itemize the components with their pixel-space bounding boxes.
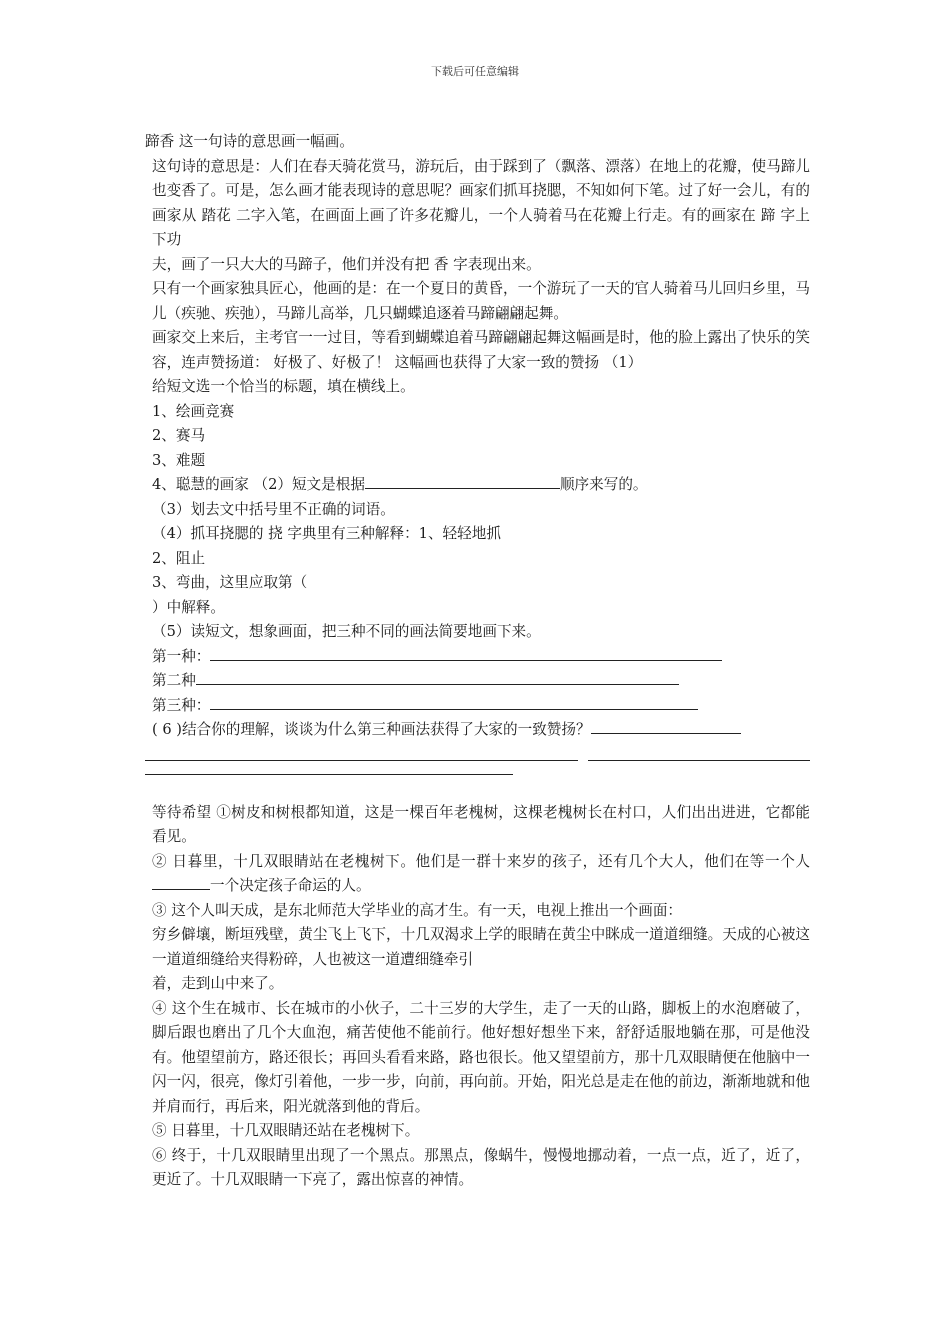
answer-lines [145, 767, 810, 791]
method-2-label: 第二种 [152, 672, 196, 689]
question-2 [145, 473, 810, 498]
paragraph: ⑥ 终于，十几双眼睛里出现了一个黑点。那黑点，像蜗牛，慢慢地挪动着，一点一点，近了，近了，更近了。十几双眼睛一下亮了，露出惊喜的神情。 [152, 1146, 810, 1188]
option-3: 3、难题 [152, 451, 206, 469]
answer-blank[interactable] [196, 669, 679, 685]
question-4-option-3: 3、弯曲，这里应取第（ [152, 574, 308, 591]
answer-blank[interactable] [365, 473, 560, 489]
answer-blank[interactable] [588, 745, 810, 761]
paragraph: ③ 这个人叫天成，是东北师范大学毕业的高才生。有一天，电视上推出一个画面： [152, 901, 683, 919]
paragraph: 画家交上来后，主考官一一过目，等看到蝴蝶追着马蹄翩翩起舞这幅画是时，他的脸上露出了快乐的笑容，连声赞扬道： 好极了、好极了！ 这幅画也获得了大家一致的赞扬 （1） [152, 329, 810, 371]
question-4: （4）抓耳挠腮的 挠 字典里有三种解释：1、轻轻地抓 [152, 525, 501, 542]
paragraph: 只有一个画家独具匠心，他画的是：在一个夏日的黄昏，一个游玩了一天的官人骑着马儿回归乡里，马儿（疾驰、疾弛），马蹄儿高举，几只蝴蝶追逐着马蹄翩翩起舞。 [152, 280, 810, 322]
question-2-prefix: 4、聪慧的画家 （2）短文是根据 [152, 476, 365, 493]
question-6 [145, 718, 810, 743]
question-title: 给短文选一个恰当的标题，填在横线上。 [152, 378, 415, 395]
paragraph: ⑤ 日暮里，十几双眼睛还站在老槐树下。 [152, 1122, 420, 1139]
method-1 [145, 645, 810, 670]
paragraph [145, 850, 810, 899]
method-3-label: 第三种： [152, 696, 211, 714]
answer-blank[interactable] [210, 694, 698, 710]
method-2 [145, 669, 810, 694]
paragraph: 等待希望 ①树皮和树根都知道，这是一棵百年老槐树，这棵老槐树长在村口，人们出出进进，它都能看见。 [152, 803, 810, 845]
option-2: 2、赛马 [152, 427, 206, 444]
answer-blank[interactable] [591, 718, 741, 734]
paragraph: 着，走到山中来了。 [152, 975, 284, 992]
paragraph-part: ② 日暮里，十几双眼睛站在老槐树下。他们是一群十来岁的孩子，还有几个大人，他们在等一个人 [152, 852, 810, 870]
method-1-label: 第一种： [152, 647, 211, 665]
answer-blank[interactable] [152, 874, 210, 890]
paragraph: 穷乡僻壤，断垣残壁，黄尘飞上飞下，十几双渴求上学的眼睛在黄尘中眯成一道道细缝。天成的心被这一道道细缝给夹得粉碎，人也被这一道遭细缝牵引 [152, 926, 810, 968]
paragraph: 蹄香 这一句诗的意思画一幅画。 [145, 133, 354, 150]
paragraph: 这句诗的意思是：人们在春天骑花赏马，游玩后，由于踩到了（飘落、漂落）在地上的花瓣，使马蹄儿也变香了。可是，怎么画才能表现诗的意思呢？画家们抓耳挠腮，不知如何下笔。过了好一会儿，有的画家从 踏花 二字入笔，在画面上画了许多花瓣儿，一个人骑着马在花瓣上行走。有的画家在 蹄 字上下功 [152, 157, 810, 248]
method-3 [145, 694, 810, 719]
question-4-option-2: 2、阻止 [152, 549, 206, 567]
option-1: 1、绘画竞赛 [152, 402, 235, 420]
question-2-suffix: 顺序来写的。 [559, 476, 648, 493]
paragraph: 夫，画了一只大大的马蹄子，他们并没有把 香 字表现出来。 [152, 255, 541, 273]
paragraph: ④ 这个生在城市、长在城市的小伙子，二十三岁的大学生，走了一天的山路，脚板上的水泡磨破了，脚后跟也磨出了几个大血泡，痛苦使他不能前行。他好想好想坐下来，舒舒适服地躺在那，可是他没有。他望望前方，路还很长；再回头看看来路，路也很长。他又望望前方，那十几双眼睛便在他脑中一闪一闪，很亮，像灯引着他，一步一步，向前，再向前。开始，阳光总是走在他的前边，渐渐地就和他并肩而行，再后来，阳光就落到他的背后。 [152, 999, 810, 1115]
paragraph-part: 一个决定孩子命运的人。 [210, 877, 371, 894]
question-4-end: ）中解释。 [152, 598, 225, 616]
question-5: （5）读短文，想象画面，把三种不同的画法简要地画下来。 [152, 623, 541, 640]
question-6-text: ( 6 )结合你的理解，谈谈为什么第三种画法获得了大家的一致赞扬？ [152, 721, 591, 738]
page-header: 下载后可任意编辑 [431, 65, 519, 78]
answer-blank[interactable] [210, 645, 722, 661]
question-3: （3）划去文中括号里不正确的词语。 [152, 500, 395, 518]
answer-blank[interactable] [145, 759, 513, 775]
document-body [145, 130, 810, 1193]
